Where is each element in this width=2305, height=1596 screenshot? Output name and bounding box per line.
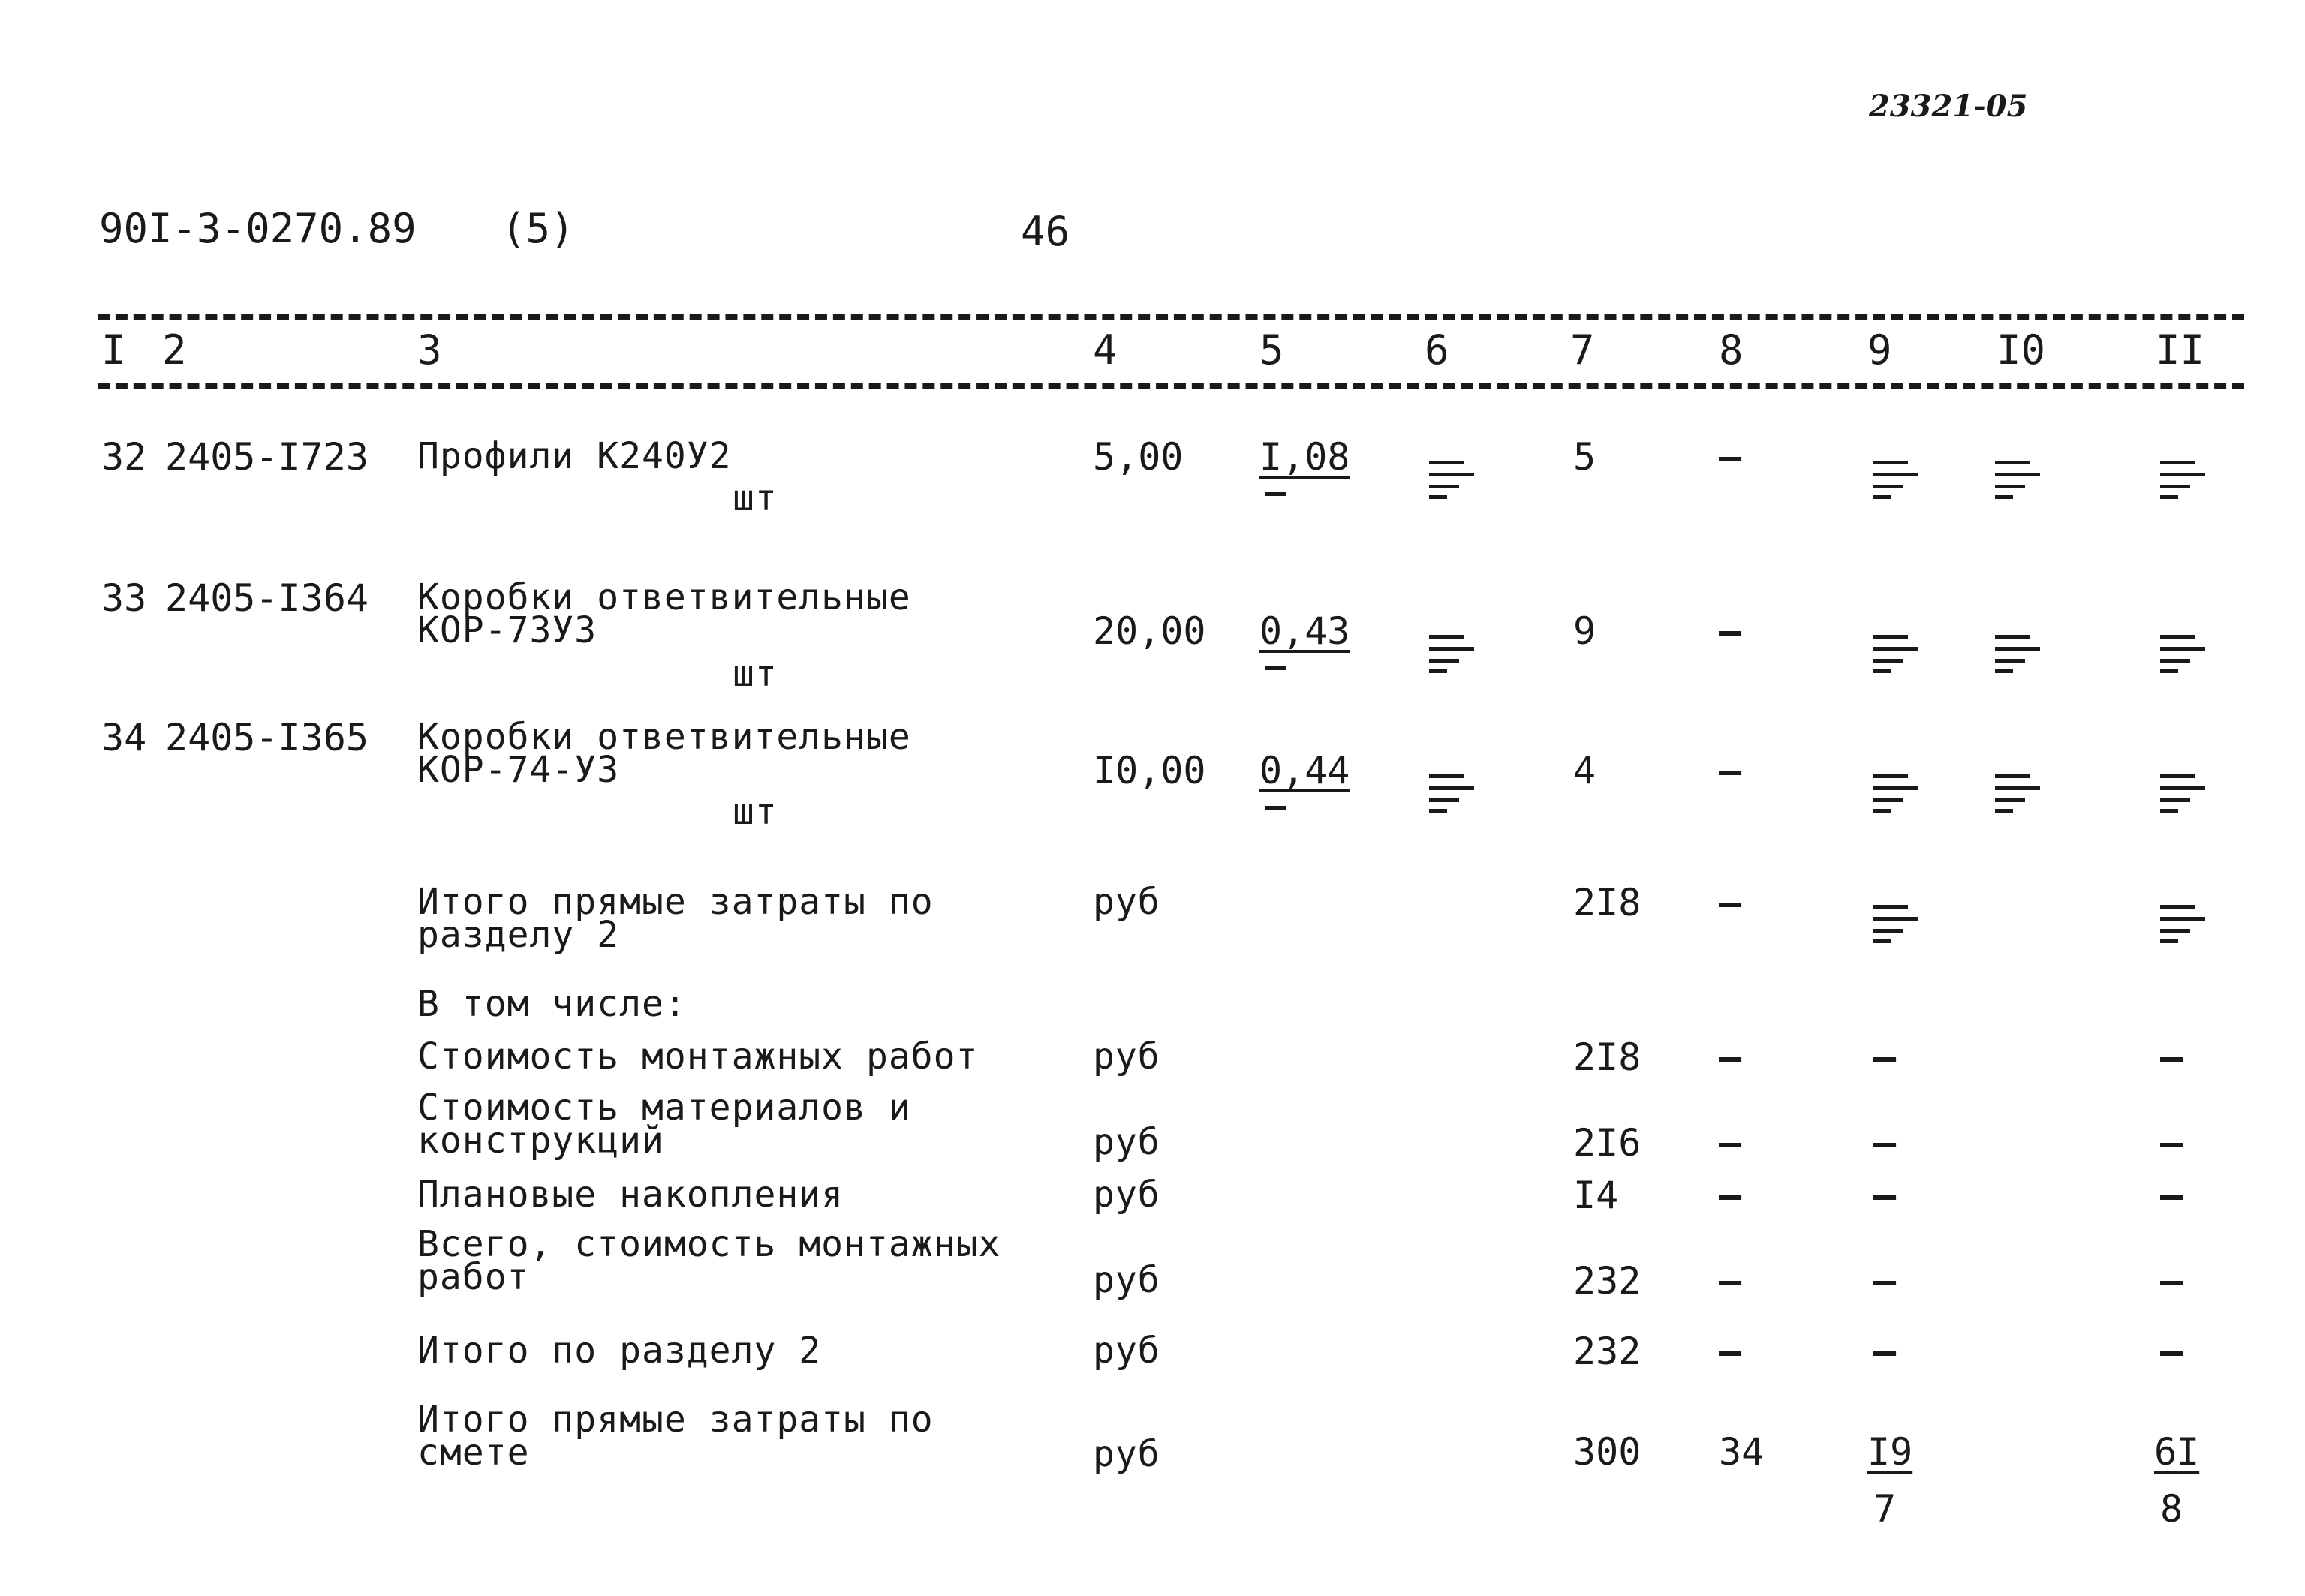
header-rule-bottom [98,383,2244,389]
row-34-col10-ditto [1995,767,2040,812]
planned-savings-col9: – [1873,1174,1897,1217]
col-header-11: II [2156,326,2205,374]
section-total-label: Итого по разделу 2 [417,1330,822,1372]
row-32-col7: 5 [1573,435,1596,479]
col-header-5: 5 [1259,326,1284,374]
installation-cost-unit: руб [1093,1035,1160,1078]
total-installation-col7: 232 [1573,1259,1641,1303]
row-34-col7: 4 [1573,749,1596,792]
row-33-code: 2405-I364 [165,576,369,620]
row-32-col9-ditto [1873,453,1918,498]
row-34-col5: 0,44 [1259,749,1350,792]
row-34-col4: I0,00 [1093,749,1206,792]
section-total-unit: руб [1093,1330,1160,1372]
row-34-code: 2405-I365 [165,716,369,759]
estimate-total-col9-bottom: 7 [1873,1487,1897,1531]
col-header-10: I0 [1997,326,2046,374]
materials-cost-col8: – [1719,1121,1742,1165]
col-header-1: I [101,326,126,374]
row-33-col4: 20,00 [1093,609,1206,653]
row-34-col6-ditto [1429,767,1474,812]
col-header-9: 9 [1867,326,1892,374]
row-32-col6-ditto [1429,453,1474,498]
estimate-total-col11-bottom: 8 [2160,1487,2183,1531]
materials-cost-label: Стоимость материалов и [417,1087,911,1129]
row-32-col11-ditto [2160,453,2205,498]
materials-cost-label-line2: конструкций [417,1120,664,1162]
section-total-col9: – [1873,1330,1897,1373]
row-33-number: 33 [101,576,147,620]
planned-savings-label: Плановые накопления [417,1174,844,1216]
planned-savings-col7: I4 [1573,1174,1619,1217]
direct-costs-col9-ditto [1873,897,1918,942]
document-part: (5) [501,205,575,252]
row-33-col9-ditto [1873,627,1918,672]
total-installation-col9: – [1873,1259,1897,1303]
row-34-name-line2: КОР-74-У3 [417,749,620,791]
row-32-col5: I,08 [1259,435,1350,479]
row-32-unit: шт [733,477,778,519]
total-installation-label-line2: работ [417,1256,530,1298]
row-34-unit: шт [733,791,778,833]
section-total-col8: – [1719,1330,1742,1373]
total-installation-unit: руб [1093,1259,1160,1301]
row-34-col8: – [1719,749,1742,792]
installation-cost-col7: 2I8 [1573,1035,1641,1079]
estimate-total-label-line2: смете [417,1432,530,1474]
total-installation-col11: – [2160,1259,2183,1303]
col-header-7: 7 [1570,326,1595,374]
estimate-total-col7: 300 [1573,1430,1641,1474]
row-34-number: 34 [101,716,147,759]
direct-costs-label-line2: разделу 2 [417,914,620,956]
row-32-number: 32 [101,435,147,479]
row-32-col10-ditto [1995,453,2040,498]
section-total-col7: 232 [1573,1330,1641,1373]
estimate-total-col9-top: I9 [1867,1430,1913,1474]
section-total-col11: – [2160,1330,2183,1373]
direct-costs-label: Итого прямые затраты по [417,881,934,923]
installation-cost-label: Стоимость монтажных работ [417,1035,979,1078]
archive-stamp: 23321-05 [1869,89,2028,124]
direct-costs-col8: – [1719,881,1742,924]
materials-cost-col9: – [1873,1121,1897,1165]
row-32-name: Профили К240У2 [417,435,732,477]
row-33-col8: – [1719,609,1742,653]
row-34-col5-ditto [1265,806,1286,810]
row-33-col11-ditto [2160,627,2205,672]
row-32-code: 2405-I723 [165,435,369,479]
col-header-2: 2 [162,326,187,374]
materials-cost-col11: – [2160,1121,2183,1165]
row-34-col9-ditto [1873,767,1918,812]
row-33-col5: 0,43 [1259,609,1350,653]
estimate-total-col8: 34 [1719,1430,1765,1474]
row-34-name: Коробки ответвительные [417,716,911,758]
installation-cost-col8: – [1719,1035,1742,1079]
row-32-col4: 5,00 [1093,435,1184,479]
row-33-name: Коробки ответвительные [417,576,911,618]
row-33-col7: 9 [1573,609,1596,653]
document-code: 90I-3-0270.89 [99,205,417,252]
including-label: В том числе: [417,983,687,1025]
estimate-total-col11-top: 6I [2154,1430,2200,1474]
row-33-col5-ditto [1265,666,1286,670]
row-34-col11-ditto [2160,767,2205,812]
row-33-col10-ditto [1995,627,2040,672]
planned-savings-unit: руб [1093,1174,1160,1216]
row-33-unit: шт [733,653,778,695]
col-header-4: 4 [1093,326,1118,374]
row-33-col6-ditto [1429,627,1474,672]
direct-costs-col11-ditto [2160,897,2205,942]
total-installation-label: Всего, стоимость монтажных [417,1223,1001,1265]
estimate-total-unit: руб [1093,1433,1160,1475]
page-number: 46 [1021,208,1070,255]
installation-cost-col11: – [2160,1035,2183,1079]
installation-cost-col9: – [1873,1035,1897,1079]
col-header-8: 8 [1719,326,1744,374]
total-installation-col8: – [1719,1259,1742,1303]
row-32-col8: – [1719,435,1742,479]
materials-cost-col7: 2I6 [1573,1121,1641,1165]
materials-cost-unit: руб [1093,1121,1160,1163]
direct-costs-col7: 2I8 [1573,881,1641,924]
planned-savings-col11: – [2160,1174,2183,1217]
row-32-col5-ditto [1265,492,1286,496]
header-rule-top [98,314,2244,320]
col-header-3: 3 [417,326,442,374]
direct-costs-unit: руб [1093,881,1160,923]
col-header-6: 6 [1425,326,1449,374]
planned-savings-col8: – [1719,1174,1742,1217]
estimate-total-label: Итого прямые затраты по [417,1399,934,1441]
row-33-name-line2: КОР-73У3 [417,609,597,651]
